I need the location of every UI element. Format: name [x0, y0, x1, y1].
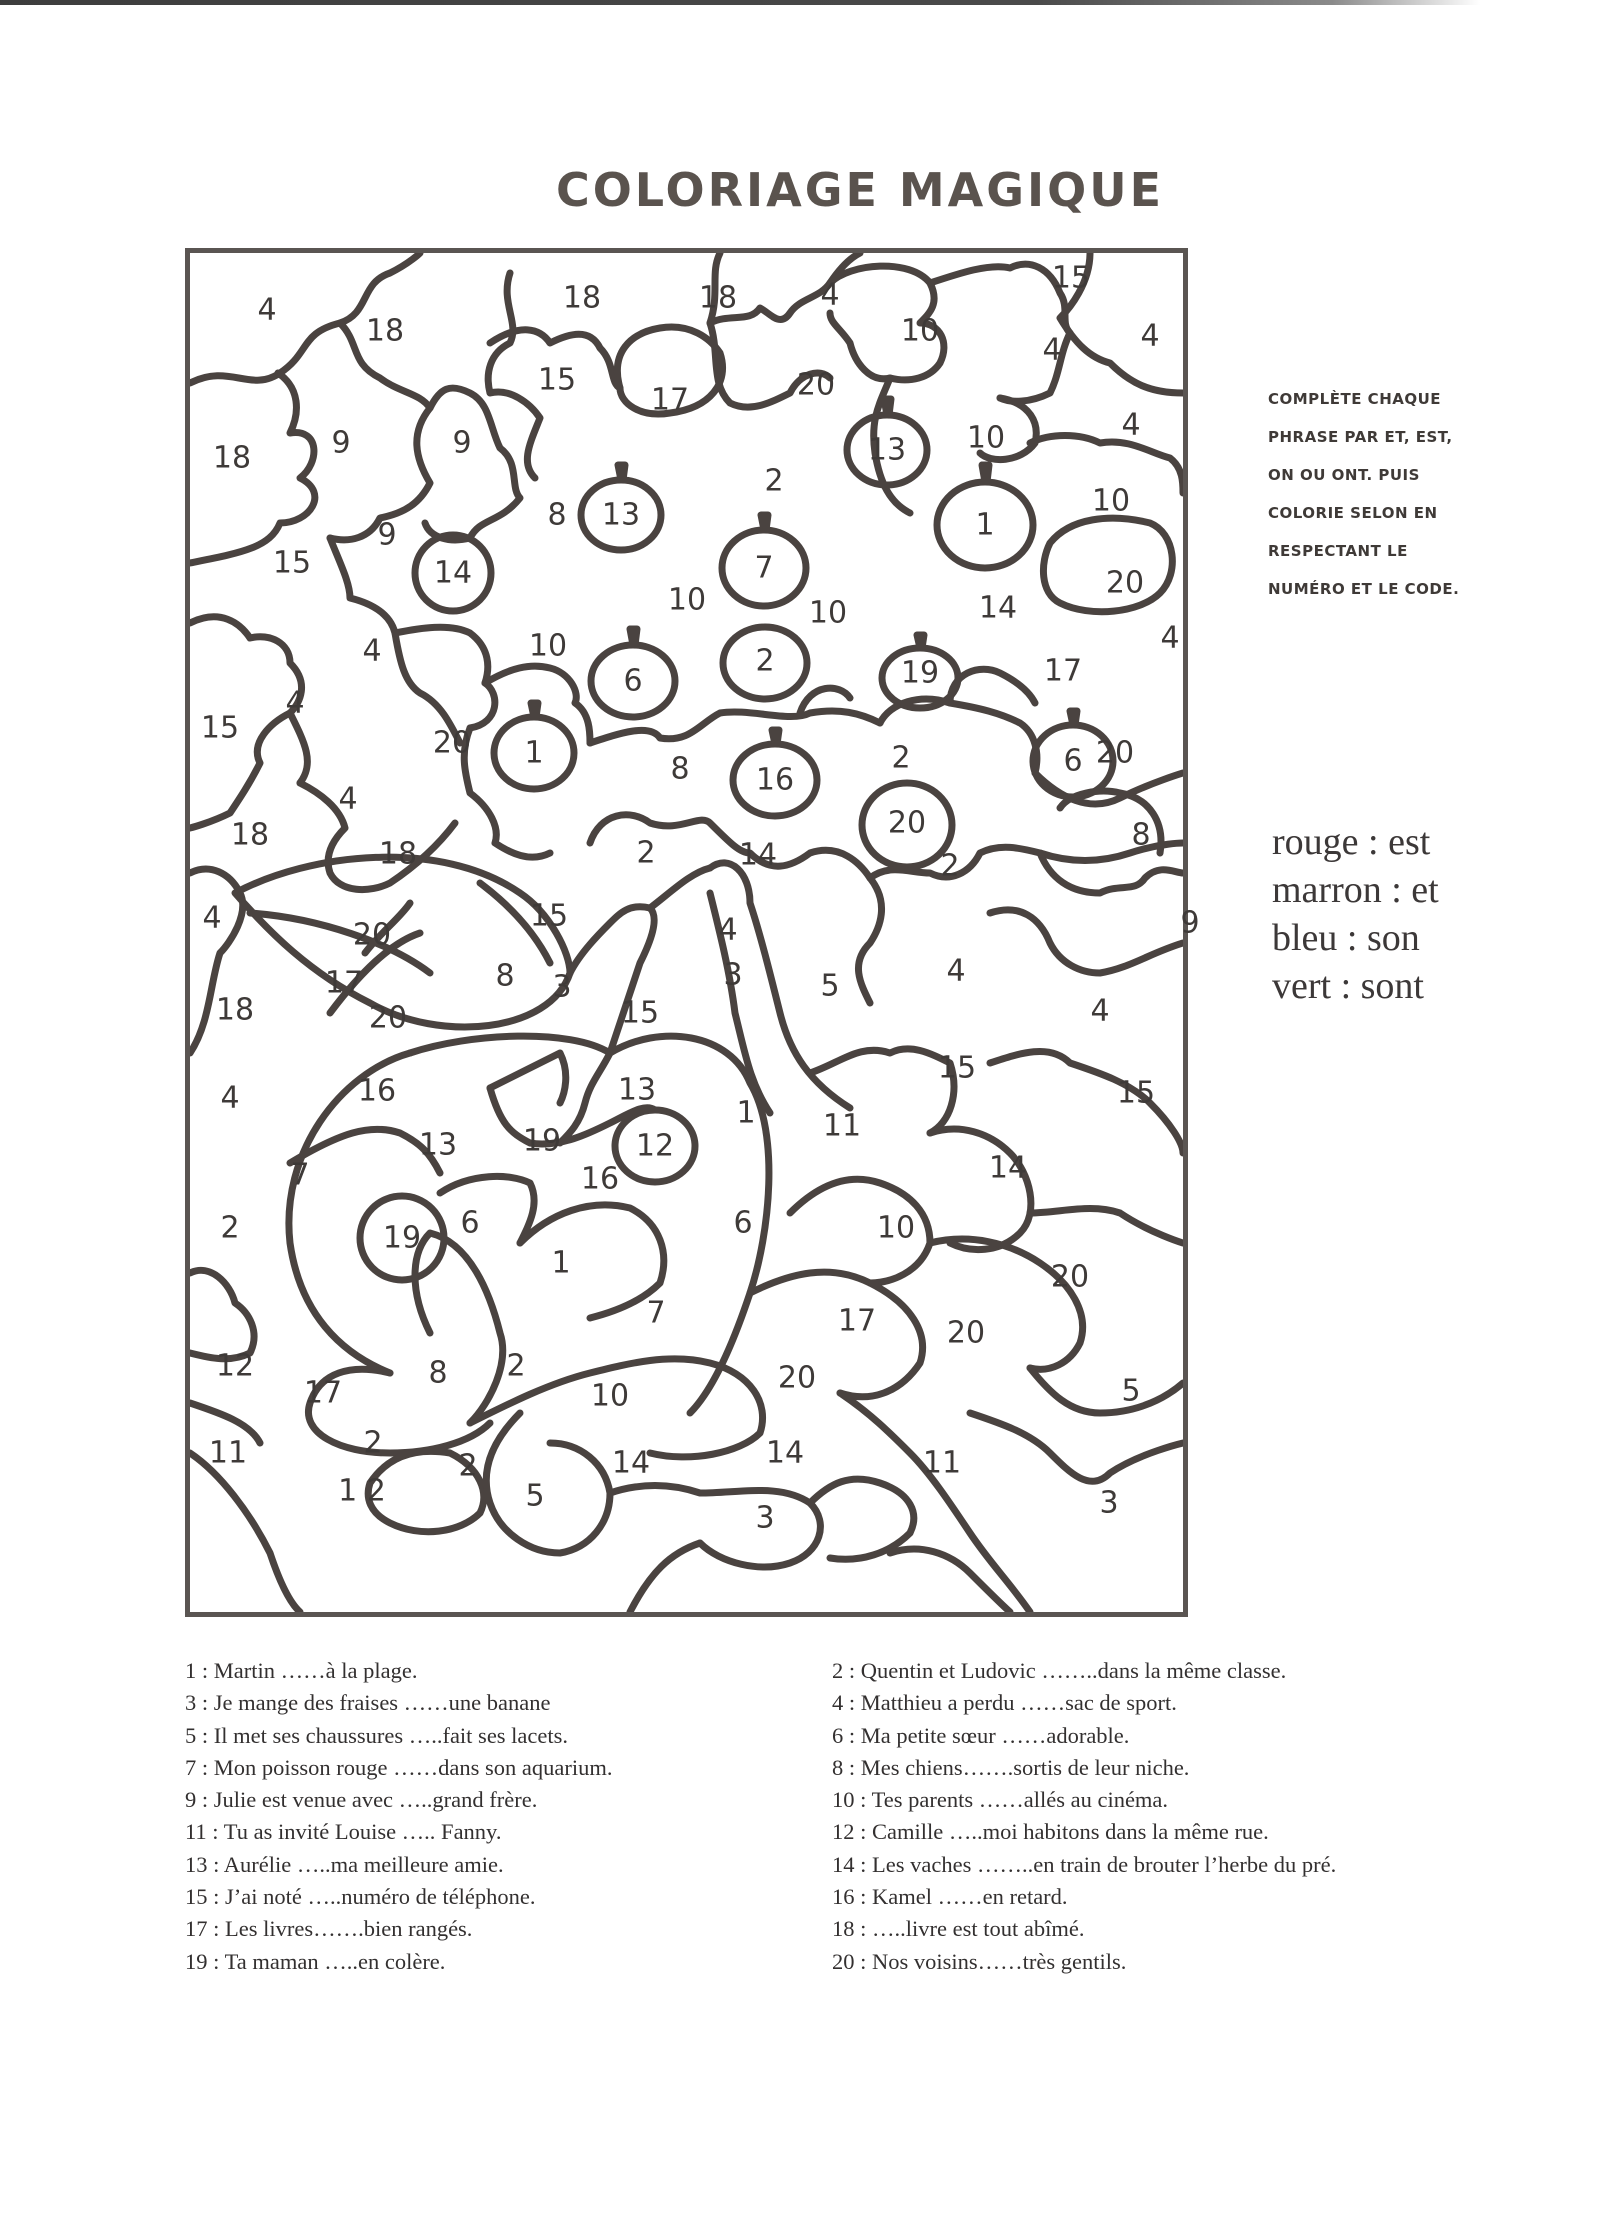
region-number: 17 [324, 965, 364, 1001]
region-number: 1 [736, 1095, 756, 1131]
region-number: 4 [220, 1080, 240, 1116]
region-number: 16 [580, 1161, 620, 1197]
sentence-11: 11 : Tu as invité Louise ….. Fanny. [185, 1819, 502, 1845]
region-number: 4 [1140, 318, 1160, 354]
region-number: 18 [365, 313, 405, 349]
region-number: 8 [495, 958, 515, 994]
region-number: 13 [601, 497, 641, 533]
region-number: 20 [1105, 565, 1145, 601]
region-number: 3 [755, 1500, 775, 1536]
region-number: 20 [1095, 735, 1135, 771]
region-number: 17 [837, 1303, 877, 1339]
region-number: 13 [617, 1072, 657, 1108]
region-number: 20 [352, 917, 392, 953]
region-number: 13 [867, 432, 907, 468]
region-number: 7 [754, 550, 774, 586]
region-number: 15 [937, 1050, 977, 1086]
region-number: 6 [460, 1205, 480, 1241]
region-number: 2 [764, 463, 784, 499]
sentence-7: 7 : Mon poisson rouge ……dans son aquarium. [185, 1754, 613, 1780]
region-number: 14 [433, 555, 473, 591]
region-number: 4 [1121, 407, 1141, 443]
sentence-6: 6 : Ma petite sœur ……adorable. [832, 1722, 1130, 1748]
region-number: 4 [718, 912, 738, 948]
region-number: 3 [552, 969, 572, 1005]
region-number: 4 [1160, 620, 1180, 656]
region-number: 18 [215, 992, 255, 1028]
region-number: 16 [755, 762, 795, 798]
region-number: 9 [331, 425, 351, 461]
sentence-2: 2 : Quentin et Ludovic ……..dans la même classe. [832, 1658, 1287, 1683]
region-number: 14 [738, 837, 778, 873]
region-number: 15 [537, 362, 577, 398]
instruction-line: COLORIE SELON EN [1268, 504, 1438, 522]
region-number: 12 [635, 1128, 675, 1164]
region-number: 15 [200, 710, 240, 746]
region-number: 10 [528, 628, 568, 664]
region-number: 7 [290, 1157, 310, 1193]
region-number: 1 [551, 1245, 571, 1281]
instruction-line: RESPECTANT LE [1268, 542, 1408, 560]
region-number: 5 [1121, 1373, 1141, 1409]
legend-item-vert: vert : sont [1272, 965, 1424, 1007]
sentence-12: 12 : Camille …..moi habitons dans la même rue. [832, 1819, 1269, 1845]
region-number: 20 [796, 367, 836, 403]
instructions-block [1268, 380, 1528, 608]
region-number: 1 2 [338, 1473, 386, 1509]
region-number: 6 [1063, 743, 1083, 779]
region-number: 10 [966, 420, 1006, 456]
region-number: 4 [1042, 332, 1062, 368]
sentence-17: 17 : Les livres…….bien rangés. [185, 1916, 473, 1942]
region-number: 20 [887, 805, 927, 841]
region-number: 4 [285, 685, 305, 721]
sentence-19: 19 : Ta maman …..en colère. [185, 1948, 446, 1974]
sentence-16: 16 : Kamel ……en retard. [832, 1884, 1068, 1910]
region-number: 14 [765, 1435, 805, 1471]
region-number: 11 [208, 1435, 248, 1471]
legend-item-rouge: rouge : est [1272, 821, 1431, 863]
region-number: 2 [891, 740, 911, 776]
region-number: 17 [650, 382, 690, 418]
legend-item-marron: marron : et [1272, 869, 1439, 911]
region-number: 19 [522, 1123, 562, 1159]
region-number: 18 [230, 817, 270, 853]
region-number: 3 [723, 957, 743, 993]
coloring-drawing [185, 248, 1200, 1617]
instruction-line: NUMÉRO ET LE CODE. [1268, 580, 1460, 598]
region-number: 8 [428, 1355, 448, 1391]
color-code-legend [1272, 818, 1439, 1010]
sentences-odd-column [185, 1655, 612, 1978]
region-number: 7 [646, 1295, 666, 1331]
region-number: 4 [202, 900, 222, 936]
region-number: 4 [362, 633, 382, 669]
region-number: 10 [590, 1378, 630, 1414]
region-number: 18 [212, 440, 252, 476]
page-title: COLORIAGE MAGIQUE [555, 162, 1165, 217]
region-number: 20 [777, 1360, 817, 1396]
region-number: 10 [900, 313, 940, 349]
region-number: 14 [611, 1445, 651, 1481]
region-number: 2 [636, 835, 656, 871]
sentence-18: 18 : …..livre est tout abîmé. [832, 1916, 1085, 1942]
instruction-line: COMPLÈTE CHAQUE [1268, 390, 1442, 408]
region-number: 10 [667, 582, 707, 618]
sentence-3: 3 : Je mange des fraises ……une banane [185, 1690, 551, 1716]
region-number: 10 [808, 595, 848, 631]
region-number: 18 [378, 836, 418, 872]
region-number: 20 [432, 725, 472, 761]
region-number: 13 [418, 1127, 458, 1163]
region-number: 12 [215, 1348, 255, 1384]
region-number: 1 [975, 507, 995, 543]
sentence-13: 13 : Aurélie …..ma meilleure amie. [185, 1851, 504, 1877]
sentence-10: 10 : Tes parents ……allés au cinéma. [832, 1787, 1169, 1813]
sentence-4: 4 : Matthieu a perdu ……sac de sport. [832, 1690, 1177, 1716]
region-number: 1 [524, 735, 544, 771]
region-number: 9 [1180, 905, 1200, 941]
region-number: 4 [338, 781, 358, 817]
region-number: 4 [257, 292, 277, 328]
scan-edge-line [0, 0, 1480, 5]
region-number: 18 [698, 280, 738, 316]
region-number: 20 [1050, 1259, 1090, 1295]
region-number: 8 [670, 751, 690, 787]
region-number: 15 [529, 898, 569, 934]
region-number: 6 [733, 1205, 753, 1241]
sentence-14: 14 : Les vaches ……..en train de brouter l’herbe du pré. [832, 1851, 1337, 1877]
region-number: 9 [377, 517, 397, 553]
sentence-8: 8 : Mes chiens…….sortis de leur niche. [832, 1754, 1190, 1780]
sentence-5: 5 : Il met ses chaussures …..fait ses lacets. [185, 1722, 569, 1748]
region-number: 3 [1099, 1485, 1119, 1521]
region-number: 2 [506, 1348, 526, 1384]
region-number: 19 [900, 655, 940, 691]
region-number: 15 [620, 995, 660, 1031]
region-number: 5 [525, 1478, 545, 1514]
instruction-line: ON OU ONT. PUIS [1268, 466, 1420, 484]
region-number: 15 [1116, 1075, 1156, 1111]
region-number: 18 [562, 280, 602, 316]
region-number: 15 [272, 545, 312, 581]
region-number: 11 [822, 1108, 862, 1144]
instruction-line: PHRASE PAR ET, EST, [1268, 428, 1453, 446]
region-number: 19 [382, 1220, 422, 1256]
sentence-1: 1 : Martin ……à la plage. [185, 1658, 418, 1683]
sentences-even-column [832, 1655, 1336, 1978]
region-number: 2 [363, 1425, 383, 1461]
region-number: 14 [988, 1150, 1028, 1186]
region-number: 5 [820, 968, 840, 1004]
region-number: 20 [368, 1000, 408, 1036]
region-number: 8 [547, 497, 567, 533]
region-number: 20 [946, 1315, 986, 1351]
region-number: 11 [922, 1445, 962, 1481]
legend-item-bleu: bleu : son [1272, 917, 1420, 959]
region-number: 10 [1091, 483, 1131, 519]
region-number: 17 [1043, 653, 1083, 689]
region-number: 2 [755, 643, 775, 679]
region-number: 8 [1131, 817, 1151, 853]
region-number: 15 [1051, 260, 1091, 296]
region-number: 2 [940, 848, 960, 884]
region-number: 17 [303, 1375, 343, 1411]
region-number: 6 [623, 663, 643, 699]
region-number: 10 [876, 1210, 916, 1246]
sentence-15: 15 : J’ai noté …..numéro de téléphone. [185, 1884, 536, 1910]
region-number: 16 [357, 1073, 397, 1109]
region-number: 2 [220, 1210, 240, 1246]
sentence-20: 20 : Nos voisins……très gentils. [832, 1948, 1127, 1974]
region-number: 9 [452, 425, 472, 461]
region-number: 14 [978, 590, 1018, 626]
region-number: 4 [946, 953, 966, 989]
region-number: 4 [820, 277, 840, 313]
region-number: 4 [1090, 993, 1110, 1029]
sentence-9: 9 : Julie est venue avec …..grand frère. [185, 1787, 538, 1813]
region-number: 2 [458, 1448, 478, 1484]
